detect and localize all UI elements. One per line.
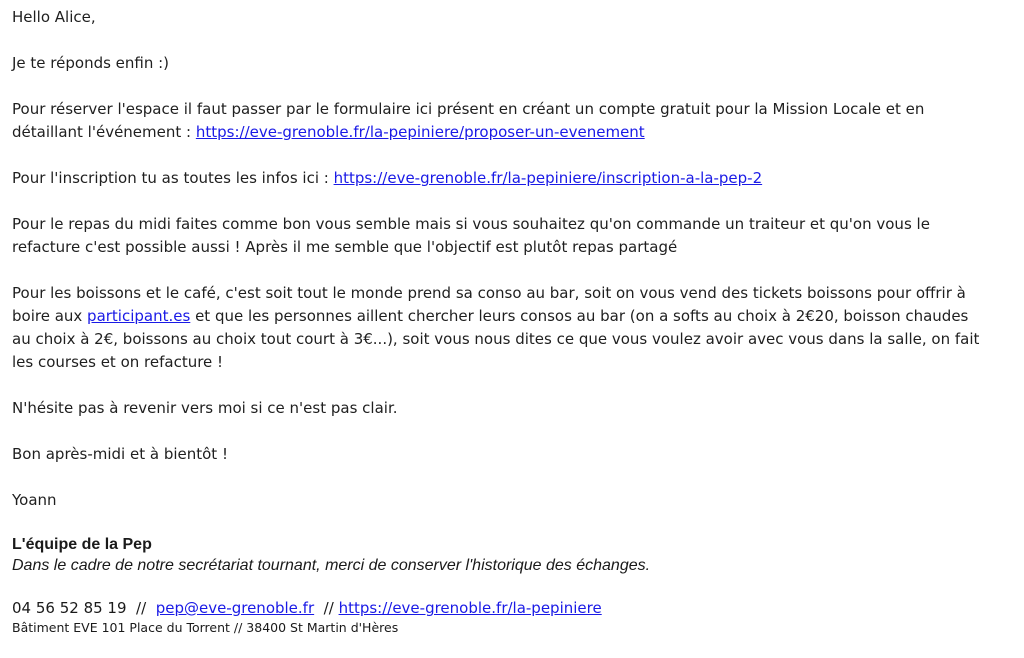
reservation-line-1: Pour réserver l'espace il faut passer par le formulaire ici présent en créant un compte gratuit pour la Mission Locale et en xyxy=(12,100,925,118)
signature-web-link[interactable]: https://eve-grenoble.fr/la-pepiniere xyxy=(338,599,602,617)
signature xyxy=(12,534,1014,637)
propose-event-link[interactable]: https://eve-grenoble.fr/la-pepiniere/proposer-un-evenement xyxy=(195,123,645,141)
boissons-paragraph xyxy=(12,282,1014,374)
clarity-paragraph xyxy=(12,397,1014,420)
signature-separator-1: // xyxy=(126,599,156,617)
signature-contact xyxy=(12,597,1014,619)
closing-text: Bon après-midi et à bientôt ! xyxy=(12,445,228,463)
clarity-text: N'hésite pas à revenir vers moi si ce n'est pas clair. xyxy=(12,399,398,417)
repas-paragraph xyxy=(12,213,1014,259)
inscription-paragraph xyxy=(12,167,1014,190)
inscription-link[interactable]: https://eve-grenoble.fr/la-pepiniere/inscription-a-la-pep-2 xyxy=(333,169,763,187)
boissons-line-2-post: et que les personnes aillent chercher leurs consos au bar (on a softs au choix à 2€20, boisson chaudes xyxy=(190,307,969,325)
closing-paragraph xyxy=(12,443,1014,466)
repas-line-1: Pour le repas du midi faites comme bon vous semble mais si vous souhaitez qu'on commande un traiteur et qu'on vous le xyxy=(12,215,930,233)
signature-address: Bâtiment EVE 101 Place du Torrent // 38400 St Martin d'Hères xyxy=(12,620,399,635)
reservation-line-2-text: détaillant l'événement : xyxy=(12,123,196,141)
greeting xyxy=(12,6,1014,29)
sender-paragraph xyxy=(12,489,1014,512)
signature-email-link[interactable]: pep@eve-grenoble.fr xyxy=(155,599,315,617)
reservation-paragraph xyxy=(12,98,1014,144)
signature-phone: 04 56 52 85 19 xyxy=(12,599,127,617)
intro-paragraph xyxy=(12,52,1014,75)
boissons-line-2 xyxy=(12,305,1014,328)
participants-link[interactable]: participant.es xyxy=(87,307,191,325)
boissons-line-3: au choix à 2€, boissons au choix tout court à 3€...), soit vous nous dites ce que vous voulez avoir avec vous dans la salle, on fait xyxy=(12,330,980,348)
boissons-line-1: Pour les boissons et le café, c'est soit tout le monde prend sa conso au bar, soit on vous vend des tickets boissons pour offrir à xyxy=(12,284,966,302)
inscription-text: Pour l'inscription tu as toutes les infos ici : xyxy=(12,169,334,187)
repas-line-2: refacture c'est possible aussi ! Après il me semble que l'objectif est plutôt repas partagé xyxy=(12,238,678,256)
signature-team: L'équipe de la Pep xyxy=(12,536,152,553)
reservation-line-2 xyxy=(12,121,1014,144)
boissons-line-2-pre: boire aux xyxy=(12,307,88,325)
intro-text: Je te réponds enfin :) xyxy=(12,54,170,72)
greeting-text: Hello Alice, xyxy=(12,8,96,26)
sender-name: Yoann xyxy=(12,491,57,509)
inscription-line xyxy=(12,167,1014,190)
signature-note: Dans le cadre de notre secrétariat tournant, merci de conserver l'historique des échanges. xyxy=(12,557,651,574)
boissons-line-4: les courses et on refacture ! xyxy=(12,353,224,371)
signature-separator-2: // xyxy=(314,599,339,617)
